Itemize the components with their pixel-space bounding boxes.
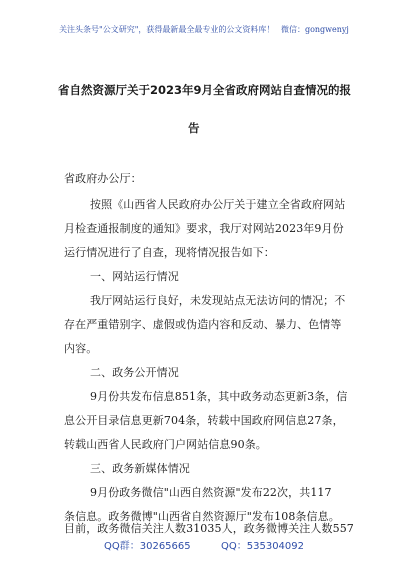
paragraph-3-line-3: 转载山西省人民政府门户网站信息90条。 <box>64 438 267 451</box>
header-wechat-id: 微信：gongwenyj <box>280 25 349 34</box>
paragraph-1-line-2: 月检查通报制度的通知》要求，我厅对网站2023年9月份 <box>64 222 344 235</box>
section-heading-3: 三、政务新媒体情况 <box>90 462 190 475</box>
paragraph-1-line-1: 按照《山西省人民政府办公厅关于建立全省政府网站 <box>90 198 346 211</box>
salutation: 省政府办公厅： <box>64 172 142 185</box>
header-promo-text: 关注头条号"公文研究"，获得最新最全最专业的公文资料库！ <box>59 25 275 34</box>
footer-contact <box>0 540 408 554</box>
paragraph-2-line-1: 我厅网站运行良好，未发现站点无法访问的情况；不 <box>90 294 346 307</box>
footer-qq-group: QQ群：30265665 <box>103 541 191 552</box>
header-promo-note <box>0 24 408 36</box>
paragraph-3-line-2: 息公开目录信息更新704条，转载中国政府网信息27条， <box>64 414 344 427</box>
paragraph-4-line-3: 目前，政务微信关注人数31035人，政务微博关注人数557 <box>64 522 354 535</box>
paragraph-4-line-1: 9月份政务微信"山西自然资源"发布22次，共117 <box>90 486 332 499</box>
paragraph-1-line-3: 运行情况进行了自查，现将情况报告如下： <box>64 246 275 259</box>
footer-qq-number: QQ：535304092 <box>221 541 305 552</box>
document-title-line-2: 告 <box>188 121 200 135</box>
paragraph-4-line-2: 条信息。政务微博"山西省自然资源厅"发布108条信息。 <box>64 510 340 523</box>
paragraph-2-line-3: 内容。 <box>64 342 98 355</box>
paragraph-3-line-1: 9月份共发布信息851条，其中政务动态更新3条，信 <box>90 390 348 403</box>
document-title-line-1: 省自然资源厅关于2023年9月全省政府网站自查情况的报 <box>58 83 352 97</box>
paragraph-2-line-2: 存在严重错别字、虚假或伪造内容和反动、暴力、色情等 <box>64 318 342 331</box>
section-heading-2: 二、政务公开情况 <box>90 366 179 379</box>
section-heading-1: 一、网站运行情况 <box>90 270 179 283</box>
